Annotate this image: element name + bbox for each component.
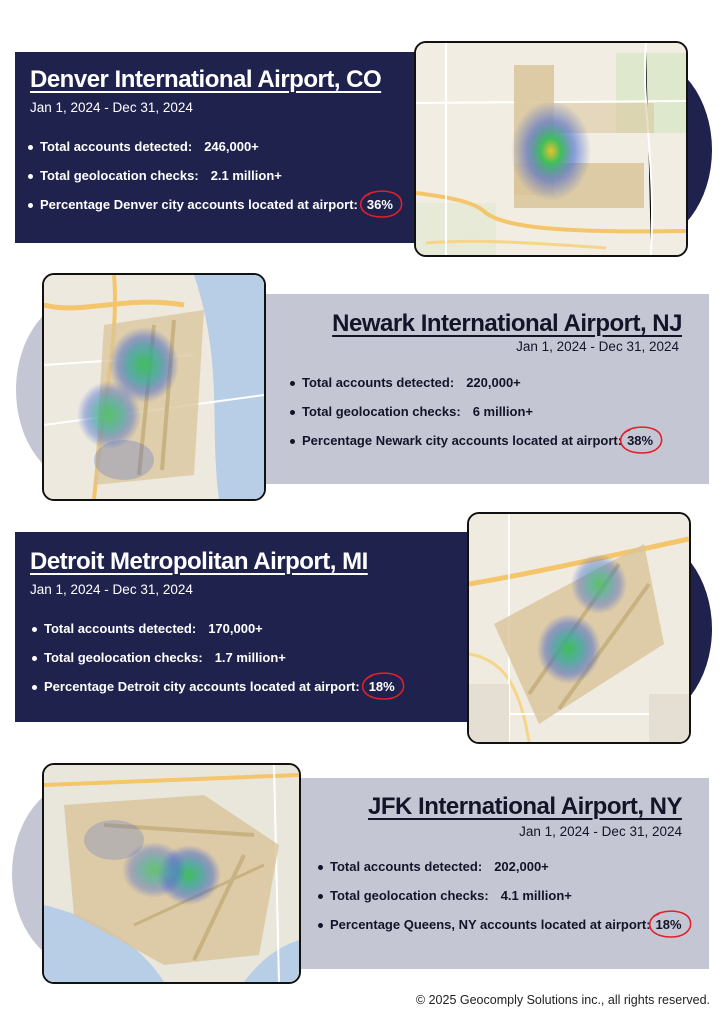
stat-value: 220,000+ xyxy=(466,375,521,390)
stat-value: 170,000+ xyxy=(208,621,263,636)
stat-percentage-text: 18% xyxy=(655,917,682,932)
red-circle-highlight-icon xyxy=(618,424,664,456)
stat-label: Total geolocation checks: xyxy=(302,404,461,419)
stat-checks xyxy=(28,167,396,196)
section-title-denver: Denver International Airport, CO xyxy=(30,66,382,93)
section-dates-jfk: Jan 1, 2024 - Dec 31, 2024 xyxy=(519,824,682,839)
stat-percentage-value xyxy=(653,916,685,934)
section-title-jfk: JFK International Airport, NY xyxy=(368,793,682,820)
map-jfk xyxy=(42,763,301,984)
stat-percentage-text: 18% xyxy=(368,679,395,694)
stat-percentage-text: 38% xyxy=(627,433,654,448)
stat-checks xyxy=(32,649,398,678)
stat-percentage xyxy=(32,678,398,707)
stat-value: 4.1 million+ xyxy=(500,888,572,903)
section-title-newark: Newark International Airport, NJ xyxy=(332,310,682,337)
copyright-footer: © 2025 Geocomply Solutions inc., all rights reserved. xyxy=(415,993,710,1007)
stats-list-newark xyxy=(290,374,656,461)
stats-list-denver xyxy=(28,138,396,225)
map-detroit xyxy=(467,512,691,744)
stat-percentage xyxy=(318,916,685,945)
red-circle-highlight-icon xyxy=(360,670,406,702)
stat-label: Total accounts detected: xyxy=(40,139,193,154)
stat-accounts xyxy=(290,374,656,403)
stat-value: 2.1 million+ xyxy=(210,168,282,183)
stat-accounts xyxy=(318,858,685,887)
section-title-detroit: Detroit Metropolitan Airport, MI xyxy=(30,548,368,575)
stat-label: Percentage Denver city accounts located at airport: xyxy=(40,197,358,212)
red-circle-highlight-icon xyxy=(647,908,693,940)
stat-percentage-value xyxy=(624,432,656,450)
stat-label: Total accounts detected: xyxy=(302,375,455,390)
stat-label: Percentage Newark city accounts located at airport: xyxy=(302,433,623,448)
stats-list-jfk xyxy=(318,858,685,945)
map-denver xyxy=(414,41,688,257)
stat-accounts xyxy=(28,138,396,167)
stat-percentage-text: 36% xyxy=(366,197,393,212)
section-dates-denver: Jan 1, 2024 - Dec 31, 2024 xyxy=(30,100,193,115)
stats-list-detroit xyxy=(32,620,398,707)
stat-label: Total geolocation checks: xyxy=(330,888,489,903)
stat-value: 1.7 million+ xyxy=(214,650,286,665)
stat-percentage-value xyxy=(364,196,396,214)
stat-label: Percentage Queens, NY accounts located at airport: xyxy=(330,917,651,932)
stat-label: Total geolocation checks: xyxy=(40,168,199,183)
stat-label: Total geolocation checks: xyxy=(44,650,203,665)
stat-label: Total accounts detected: xyxy=(44,621,197,636)
map-newark xyxy=(42,273,266,501)
stat-percentage-value xyxy=(366,678,398,696)
stat-accounts xyxy=(32,620,398,649)
stat-label: Total accounts detected: xyxy=(330,859,483,874)
stat-checks xyxy=(290,403,656,432)
section-dates-detroit: Jan 1, 2024 - Dec 31, 2024 xyxy=(30,582,193,597)
stat-value: 246,000+ xyxy=(204,139,259,154)
stat-value: 202,000+ xyxy=(494,859,549,874)
red-circle-highlight-icon xyxy=(358,188,404,220)
stat-percentage xyxy=(28,196,396,225)
stat-percentage xyxy=(290,432,656,461)
stat-label: Percentage Detroit city accounts located at airport: xyxy=(44,679,360,694)
stat-checks xyxy=(318,887,685,916)
stat-value: 6 million+ xyxy=(472,404,534,419)
section-dates-newark: Jan 1, 2024 - Dec 31, 2024 xyxy=(516,339,679,354)
